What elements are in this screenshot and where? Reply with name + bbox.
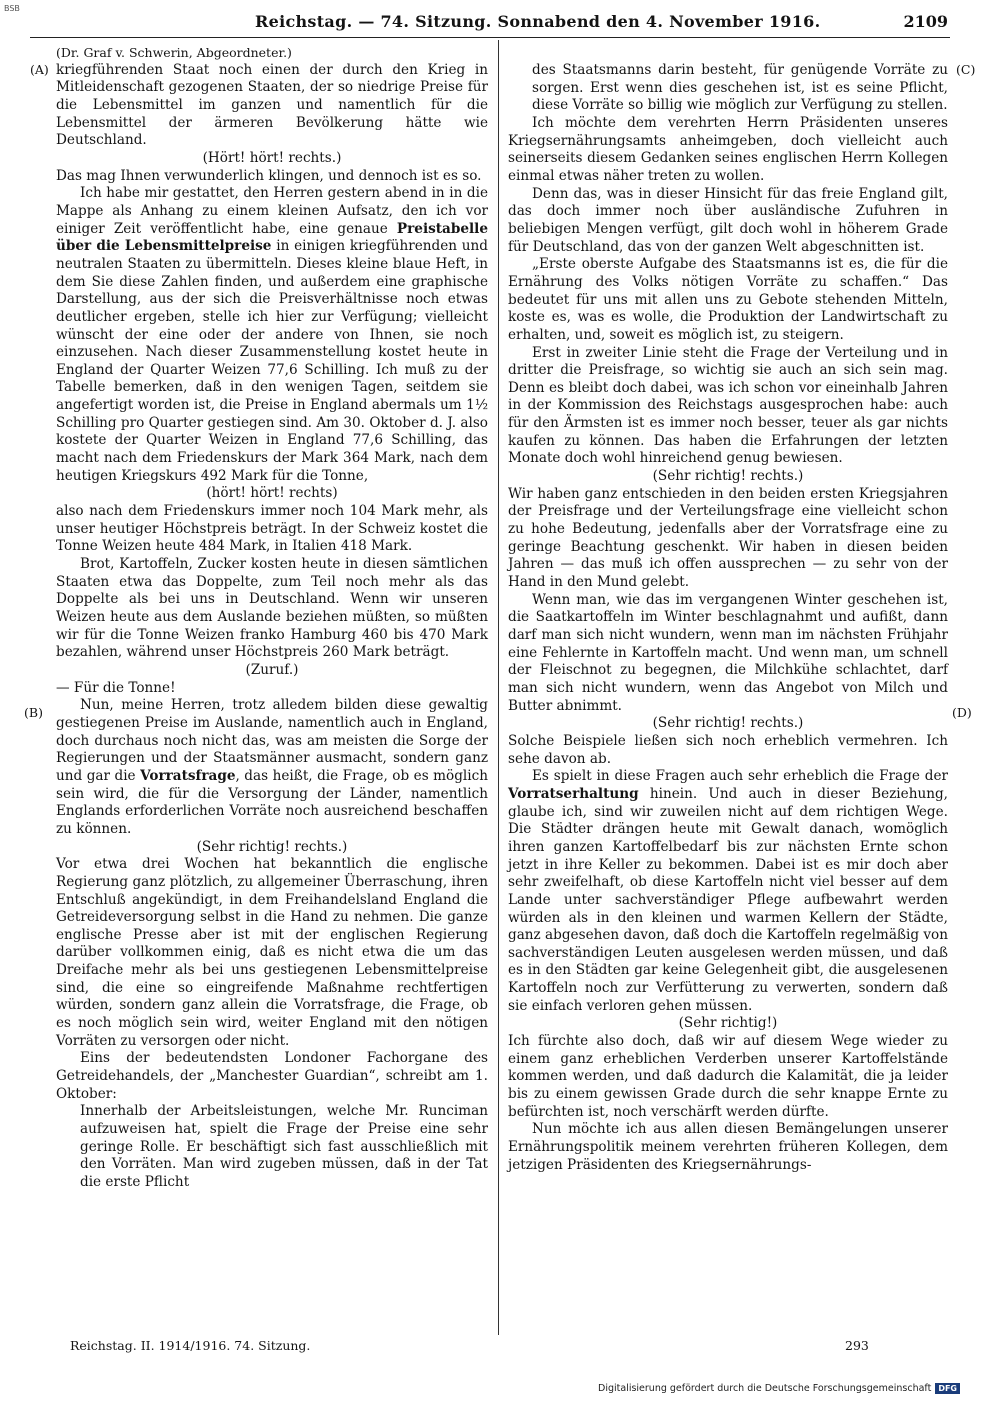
paragraph: Solche Beispiele ließen sich noch erheblich vermehren. Ich sehe davon ab. (508, 732, 948, 767)
paragraph: „Erste oberste Aufgabe des Staatsmanns ist es, die für die Ernährung des Volks nötigen Vorräte zu schaffen.“ Das bedeutet für uns mit allen uns zu Gebote stehenden Mitteln, koste es, was es wolle, die Produktion der Landwirtschaft zu erhalten, und, soweit es möglich ist, zu steigern. (508, 256, 948, 343)
text-run: hinein. Und auch in dieser Beziehung, glaube ich, sind wir zuweilen nicht auf dem richtigen Wege. Die Städter drängen heute mit Gewalt danach, womöglich ihren ganzen Kartoffelbedarf bis zur nächsten Ernte schon jetzt in ihre Keller zu bekommen. Dabei ist es mir doch aber sehr zweifelhaft, ob diese Kartoffeln nicht viel besser auf dem Lande unter sachverständiger Pflege aufbewahrt werden würden als in den kleinen und warmen Kellern der Städte, ganz abgesehen davon, daß doch die Kartoffeln regelmäßig von sachverständigen Leuten ausgelesen werden müssen, und daß es in den Städten gar keine Gelegenheit gibt, die ausgelesenen Kartoffeln noch zur Verfütterung zu verwerten, sondern daß sie einfach verloren gehen müssen. (508, 785, 948, 1014)
page-number: 2109 (903, 12, 948, 31)
interjection: (hört! hört! rechts) (206, 485, 338, 502)
paragraph (56, 697, 488, 838)
dfg-logo: DFG (935, 1383, 960, 1394)
paragraph: also nach dem Friedenskurs immer noch 104 Mark mehr, als unser heutiger Höchstpreis beträgt. In der Schweiz kostet die Tonne Weizen heute 484 Mark, in Italien 418 Mark. (56, 503, 488, 555)
speaker-line: (Dr. Graf v. Schwerin, Abgeordneter.) (56, 45, 292, 60)
paragraph: kriegführenden Staat noch einen der durch den Krieg in Mitleidenschaft gezogenen Staaten, der so niedrige Preise für die Lebensmittel im ganzen und namentlich für die Lebensmittel der ärmeren Bevölkerung hätte wie Deutschland. (56, 61, 488, 149)
paragraph (56, 185, 488, 485)
margin-mark-b: (B) (24, 705, 43, 720)
interjection: (Sehr richtig! rechts.) (652, 715, 804, 732)
paragraph: Ich möchte dem verehrten Herrn Präsidenten unseres Kriegsernährungsamts anheimgeben, doch vielleicht auch seinerseits diesem Gedanken seines englischen Herrn Kollegen einmal etwas näher treten zu wollen. (508, 114, 948, 184)
interjection: (Zuruf.) (245, 661, 299, 678)
paragraph: Das mag Ihnen verwunderlich klingen, und dennoch ist es so. (56, 167, 482, 184)
paragraph: Brot, Kartoffeln, Zucker kosten heute in diesen sämtlichen Staaten etwa das Doppelte, zum Teil noch mehr als das Doppelte als bei uns in Deutschland. Wenn wir unseren Weizen heute aus dem Auslande beziehen müßten, so müßten wir für die Tonne Weizen franko Hamburg 460 bis 470 Mark bezahlen, während unser Höchstpreis 260 Mark beträgt. (56, 556, 488, 661)
paragraph: Erst in zweiter Linie steht die Frage der Verteilung und in dritter die Preisfrage, so wichtig sie auch an sich sein mag. Denn es bleibt doch dabei, was ich schon vor eineinhalb Jahren in der Kommission des Reichstags ausgesprochen habe: auch für den Ärmsten ist es immer noch besser, teuer als gar nichts kaufen zu können. Das haben die Erfahrungen der letzten Monate doch wohl hinreichend genug bewiesen. (508, 344, 948, 467)
margin-mark-c: (C) (956, 62, 976, 77)
paragraph: Wenn man, wie das im vergangenen Winter geschehen ist, die Saatkartoffeln im Winter beschlagnahmt und aufißt, dann darf man sich nicht wundern, wenn man im nächsten Frühjahr eine Fehlernte in Kartoffeln macht. Und wenn man, um schnell der Fleischnot zu begegnen, die Milchkühe schlachtet, darf man sich nicht wundern, wenn das Angebot von Milch und Butter abnimmt. (508, 591, 948, 714)
footer-citation: Reichstag. II. 1914/1916. 74. Sitzung. (70, 1338, 311, 1353)
text-run: Es spielt in diese Fragen auch sehr erheblich die Frage der (532, 768, 948, 785)
paragraph: Ich fürchte also doch, daß wir auf diesem Wege wieder zu einem ganz erheblichen Verderben unserer Kartoffelstände kommen werden, und daß dadurch die Kalamität, die ja leider bis zu einem gewissen Grade durch die sehr knappe Ernte zu befürchten ist, noch verschärft werden dürfte. (508, 1033, 948, 1120)
quotation: Innerhalb der Arbeitsleistungen, welche Mr. Runciman aufzuweisen hat, spielt die Frage der Preise eine sehr geringe Rolle. Er beschäftigt sich fast ausschließlich mit den Vorräten. Man wird zugeben müssen, daß in der Tat die erste Pflicht (80, 1103, 488, 1190)
emphasis: Preistabelle über die Lebensmittelpreise (56, 220, 488, 255)
emphasis: Vorratserhaltung (508, 785, 639, 802)
text-run: Nun, meine Herren, trotz alledem bilden diese gewaltig gestiegenen Preise im Auslande, namentlich auch in England, doch durchaus noch nicht das, was am meisten die Sorge der Regierungen und der Staatsmänner ausmacht, sondern ganz und gar die (56, 697, 488, 784)
paragraph: — Für die Tonne! (56, 679, 176, 696)
text-run: Ich habe mir gestattet, den Herren gestern abend in in die Mappe als Anhang zu einem kleinen Aufsatz, den ich vor einiger Zeit veröffentlicht habe, eine genaue (56, 185, 488, 237)
quotation: des Staatsmanns darin besteht, für genügende Vorräte zu sorgen. Erst wenn dies geschehen ist, ist es seine Pflicht, diese Vorräte so billig wie möglich zur Verfügung zu stellen. (532, 62, 948, 114)
text-run: in einigen kriegführenden und neutralen Staaten zu übermitteln. Dieses kleine blaue Heft, in dem Sie diese Zahlen finden, und außerdem eine graphische Darstellung, aus der sich die Preisverhältnisse noch etwas deutlicher ergeben, stelle ich hier zur Verfügung; vielleicht wünscht der eine oder der andere von Ihnen, sie noch einzusehen. Nach dieser Zusammenstellung kostet heute in England der Quarter Weizen 77,6 Schilling. Ich muß zu der Tabelle bemerken, daß in den wenigen Tagen, seitdem sie angefertigt worden ist, die Preise in England abermals um 1½ Schilling pro Quarter gestiegen sind. Am 30. Oktober d. J. also kostete der Quarter Weizen in England 77,6 Schilling, das macht nach dem Friedenskurs der Mark 364 Mark, nach dem heutigen Kriegskurs 492 Mark für die Tonne, (56, 238, 488, 484)
interjection: (Sehr richtig!) (678, 1015, 778, 1032)
margin-mark-a: (A) (30, 62, 49, 77)
sheet-number: 293 (845, 1338, 869, 1353)
interjection: (Hört! hört! rechts.) (202, 149, 342, 166)
interjection: (Sehr richtig! rechts.) (652, 468, 804, 485)
emphasis: Vorratsfrage (140, 767, 236, 784)
digitization-text: Digitalisierung gefördert durch die Deutsche Forschungsgemeinschaft (598, 1383, 932, 1394)
library-stamp: BSB (4, 4, 20, 13)
interjection: (Sehr richtig! rechts.) (196, 838, 348, 855)
paragraph: Denn das, was in dieser Hinsicht für das freie England gilt, das doch immer noch über ausländische Zufuhren in beliebigen Mengen verfügt, gilt doch wohl in höherem Grade für Deutschland, das von der ganzen Welt abgeschnitten ist. (508, 185, 948, 255)
header-rule (30, 37, 950, 38)
text-run: , das heißt, die Frage, ob es möglich sein wird, die für die Versorgung der Länder, namentlich Englands erforderlichen Vorräte noch ausreichend beschaffen zu können. (56, 767, 488, 837)
digitization-note (598, 1383, 960, 1394)
running-head: Reichstag. — 74. Sitzung. Sonnabend den 4. November 1916. (255, 12, 821, 31)
paragraph (508, 768, 948, 1015)
paragraph: Nun möchte ich aus allen diesen Bemängelungen unserer Ernährungspolitik meinem verehrten früheren Kollegen, dem jetzigen Präsidenten des Kriegsernährungs- (508, 1121, 948, 1173)
margin-mark-d: (D) (952, 705, 972, 720)
column-rule (498, 40, 499, 1335)
paragraph: Eins der bedeutendsten Londoner Fachorgane des Getreidehandels, der „Manchester Guardian“, schreibt am 1. Oktober: (56, 1050, 488, 1102)
right-column (508, 62, 948, 1174)
paragraph: Vor etwa drei Wochen hat bekanntlich die englische Regierung ganz plötzlich, zu allgemeiner Überraschung, ihren Entschluß angekündigt, in dem Freihandelsland England die Getreideversorgung selbst in die Hand zu nehmen. Die ganze englische Presse aber ist mit der englischen Regierung darüber vollkommen einig, daß es nicht etwa die um das Dreifache mehr als bei uns gestiegenen Lebensmittelpreise sind, die eine so eingreifende Maßnahme rechtfertigen würden, sondern ganz allein die Vorratsfrage, die Frage, ob es noch möglich sein wird, weiter England mit den nötigen Vorräten zu versorgen oder nicht. (56, 856, 488, 1049)
left-column (56, 44, 488, 1192)
paragraph: Wir haben ganz entschieden in den beiden ersten Kriegsjahren der Preisfrage und der Verteilungsfrage eine vielleicht schon zu hohe Bedeutung, jedenfalls aber der Vorratsfrage eine zu geringe Beachtung geschenkt. Wir haben in diesen beiden Jahren — das muß ich offen aussprechen — zu sehr von der Hand in den Mund gelebt. (508, 485, 948, 591)
